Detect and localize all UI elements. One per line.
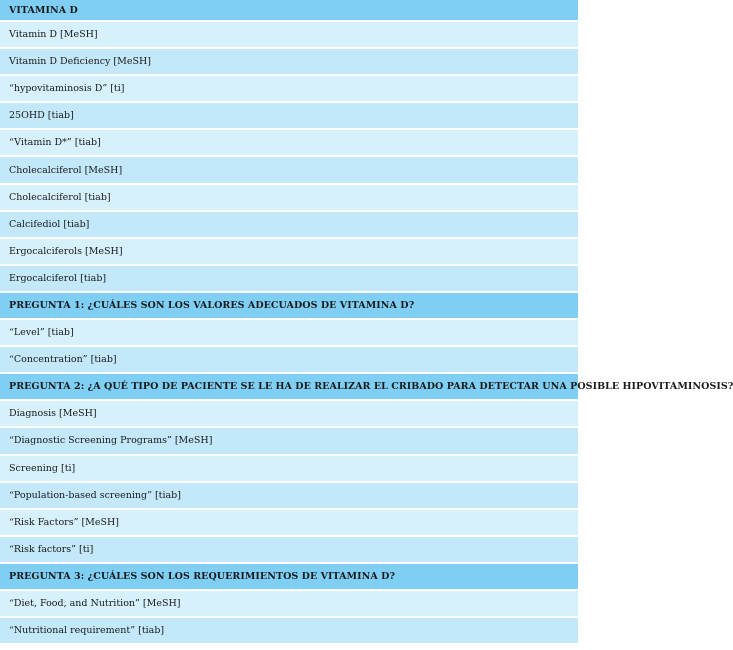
table-row: “Diet, Food, and Nutrition” [MeSH] — [0, 591, 578, 618]
table-row: “Concentration” [tiab] — [0, 347, 578, 374]
table-row: “Level” [tiab] — [0, 320, 578, 347]
table-row: 25OHD [tiab] — [0, 103, 578, 130]
table-row: “Risk factors” [ti] — [0, 537, 578, 564]
section-header: PREGUNTA 2: ¿A QUÉ TIPO DE PACIENTE SE LE HA DE REALIZAR EL CRIBADO PARA DETECTAR UNA POSIBLE HIPOVITAMINOSIS? — [0, 374, 578, 401]
table-row: Calcifediol [tiab] — [0, 212, 578, 239]
table-row: “Risk Factors” [MeSH] — [0, 510, 578, 537]
section-header: VITAMINA D — [0, 0, 578, 22]
table-row: Vitamin D Deficiency [MeSH] — [0, 49, 578, 76]
table-row: “hypovitaminosis D” [ti] — [0, 76, 578, 103]
table-row: Cholecalciferol [MeSH] — [0, 157, 578, 184]
table-row: Ergocalciferol [tiab] — [0, 266, 578, 293]
table-row: Diagnosis [MeSH] — [0, 401, 578, 428]
table-row: Ergocalciferols [MeSH] — [0, 239, 578, 266]
table-row: Cholecalciferol [tiab] — [0, 185, 578, 212]
section-header: PREGUNTA 3: ¿CUÁLES SON LOS REQUERIMIENTOS DE VITAMINA D? — [0, 564, 578, 591]
table-row: Screening [ti] — [0, 456, 578, 483]
table-row: “Population-based screening” [tiab] — [0, 483, 578, 510]
section-header: PREGUNTA 1: ¿CUÁLES SON LOS VALORES ADECUADOS DE VITAMINA D? — [0, 293, 578, 320]
table-row: “Diagnostic Screening Programs” [MeSH] — [0, 428, 578, 455]
table-row: Vitamin D [MeSH] — [0, 22, 578, 49]
table-row: “Nutritional requirement” [tiab] — [0, 618, 578, 645]
table-row: “Vitamin D*” [tiab] — [0, 130, 578, 157]
